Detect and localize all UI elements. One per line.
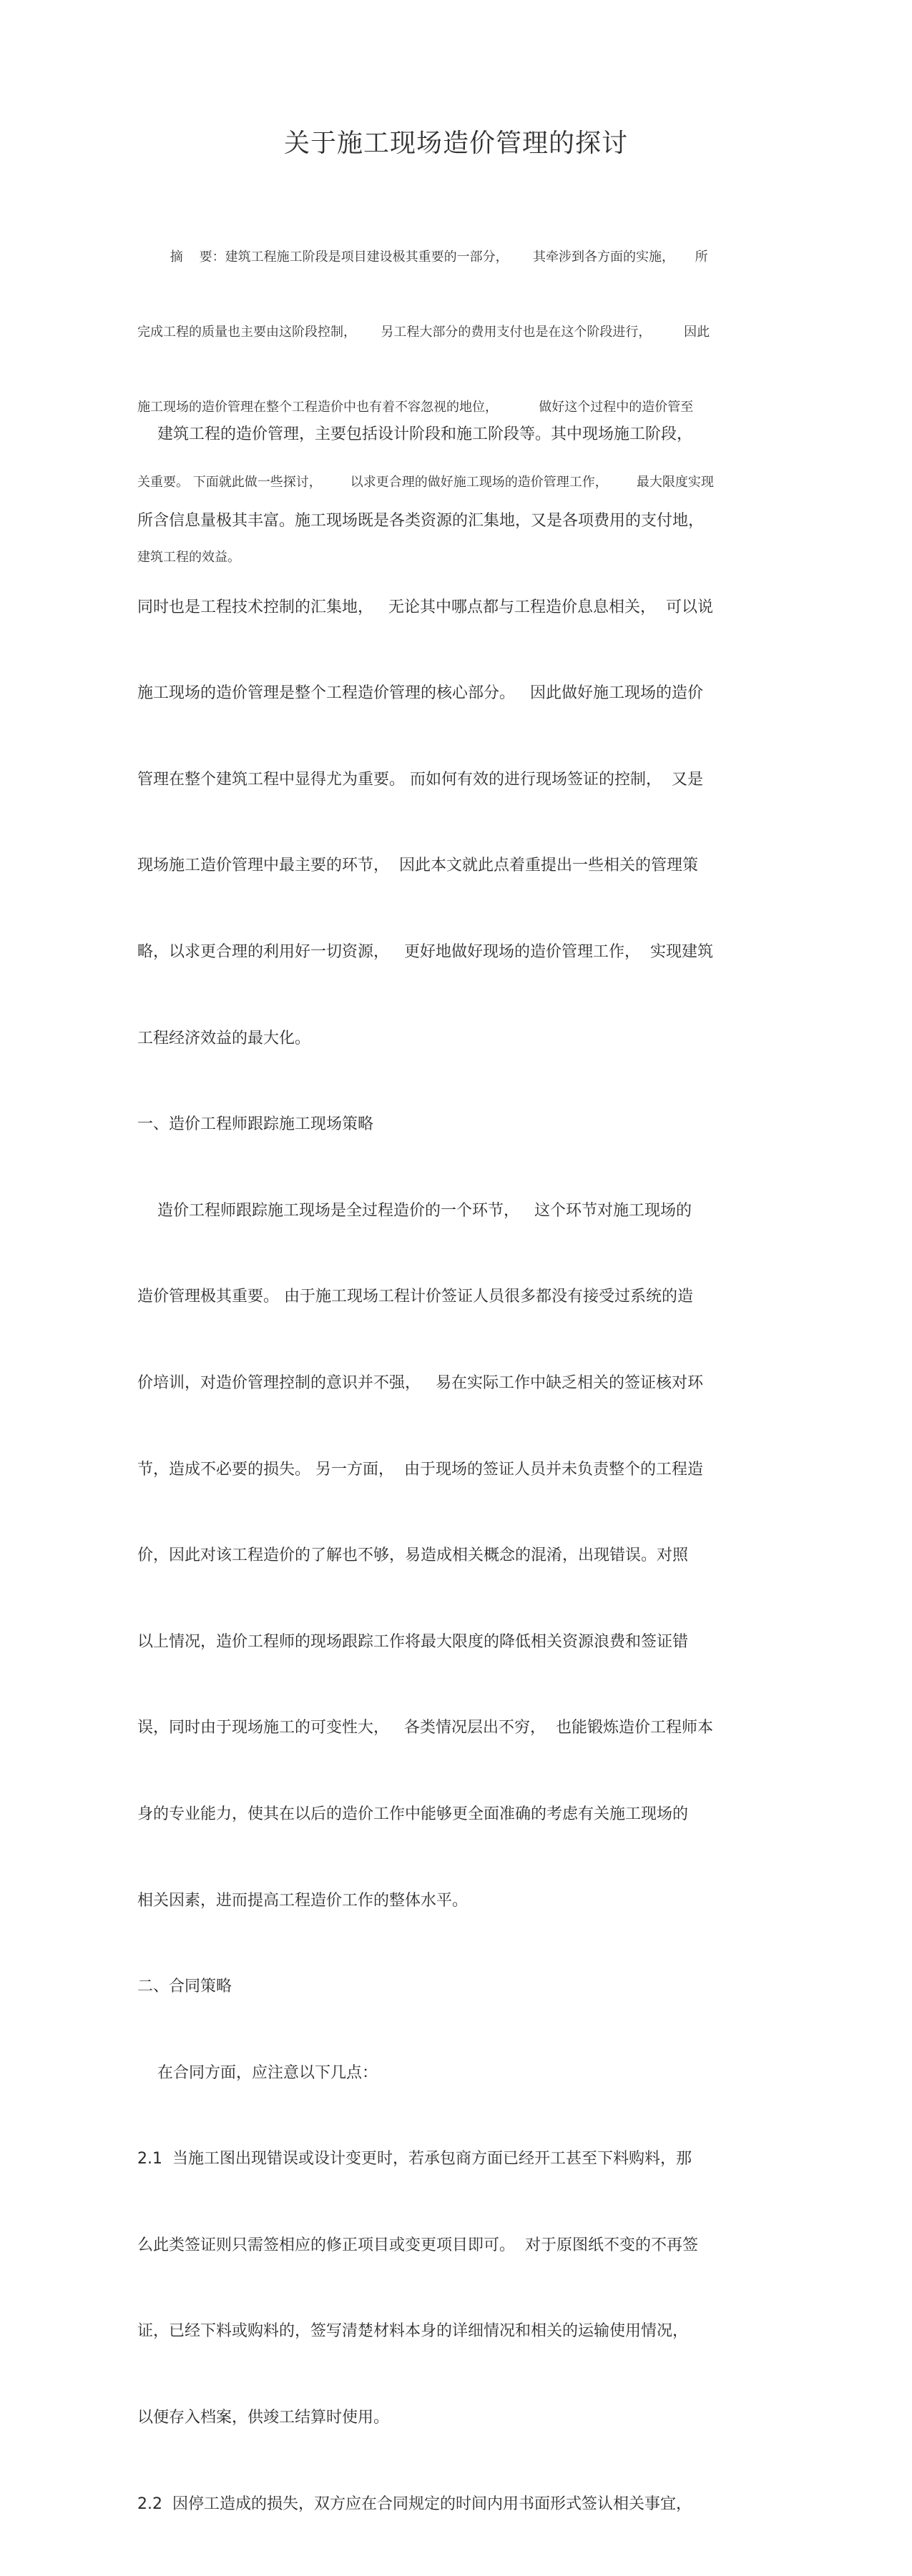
body-text: [137, 363, 781, 2576]
body-line: 价培训，对造价管理控制的意识并不强， 易在实际工作中缺乏相关的签证核对环: [137, 1373, 703, 1392]
body-line: 么此类签证则只需签相应的修正项目或变更项目即可。 对于原图纸不变的不再签: [137, 2236, 698, 2254]
body-line: 在合同方面，应注意以下几点：: [137, 2063, 378, 2082]
abstract-line: 关重要。 下面就此做一些探讨， 以求更合理的做好施工现场的造价管理工作， 最大限度实现: [137, 475, 714, 490]
body-line: 略，以求更合理的利用好一切资源， 更好地做好现场的造价管理工作， 实现建筑: [137, 942, 713, 961]
body-line: 误，同时由于现场施工的可变性大， 各类情况层出不穷， 也能锻炼造价工程师本: [137, 1719, 713, 1737]
body-line: 现场施工造价管理中最主要的环节， 因此本文就此点着重提出一些相关的管理策: [137, 857, 698, 875]
body-line: 证，已经下料或购料的，签写清楚材料本身的详细情况和相关的运输使用情况，: [137, 2322, 689, 2341]
body-line: 同时也是工程技术控制的汇集地， 无论其中哪点都与工程造价息息相关， 可以说: [137, 598, 713, 616]
body-line: 造价工程师跟踪施工现场是全过程造价的一个环节， 这个环节对施工现场的: [137, 1201, 692, 1220]
body-line: 节，造成不必要的损失。 另一方面， 由于现场的签证人员并未负责整个的工程造: [137, 1460, 703, 1479]
body-line: 管理在整个建筑工程中显得尤为重要。 而如何有效的进行现场签证的控制， 又是: [137, 770, 703, 789]
body-line: 相关因素，进而提高工程造价工作的整体水平。: [137, 1891, 469, 1910]
abstract-line: 施工现场的造价管理在整个工程造价中也有着不容忽视的地位， 做好这个过程中的造价管至: [137, 400, 694, 415]
section-heading: 一、造价工程师跟踪施工现场策略: [137, 1115, 374, 1134]
body-line: 造价管理极其重要。 由于施工现场工程计价签证人员很多都没有接受过系统的造: [137, 1288, 693, 1306]
body-line: 身的专业能力，使其在以后的造价工作中能够更全面准确的考虑有关施工现场的: [137, 1805, 689, 1823]
body-line: 建筑工程的造价管理，主要包括设计阶段和施工阶段等。其中现场施工阶段，: [137, 425, 692, 444]
body-line: 所含信息量极其丰富。施工现场既是各类资源的汇集地，又是各项费用的支付地，: [137, 512, 705, 530]
numbered-item-line: 2.2 因停工造成的损失，双方应在合同规定的时间内用书面形式签认相关事宜，: [137, 2494, 692, 2513]
body-line: 以便存入档案，供竣工结算时使用。: [137, 2409, 390, 2427]
document-title: 关于施工现场造价管理的探讨: [283, 129, 628, 158]
numbered-item-line: 2.1 当施工图出现错误或设计变更时，若承包商方面已经开工甚至下料购料，那: [137, 2150, 692, 2168]
abstract-line: 完成工程的质量也主要由这阶段控制， 另工程大部分的费用支付也是在这个阶段进行， 因此: [137, 325, 710, 340]
section-heading: 二、合同策略: [137, 1978, 232, 1996]
body-line: 以上情况，造价工程师的现场跟踪工作将最大限度的降低相关资源浪费和签证错: [137, 1632, 689, 1651]
body-line: 价，因此对该工程造价的了解也不够，易造成相关概念的混淆，出现错误。对照: [137, 1546, 689, 1565]
abstract-line: 建筑工程的效益。: [137, 550, 240, 565]
body-line: 施工现场的造价管理是整个工程造价管理的核心部分。 因此做好施工现场的造价: [137, 684, 703, 703]
body-line: 工程经济效益的最大化。: [137, 1029, 311, 1047]
abstract-line: 摘 要：建筑工程施工阶段是项目建设极其重要的一部分， 其牵涉到各方面的实施， 所: [137, 250, 708, 265]
